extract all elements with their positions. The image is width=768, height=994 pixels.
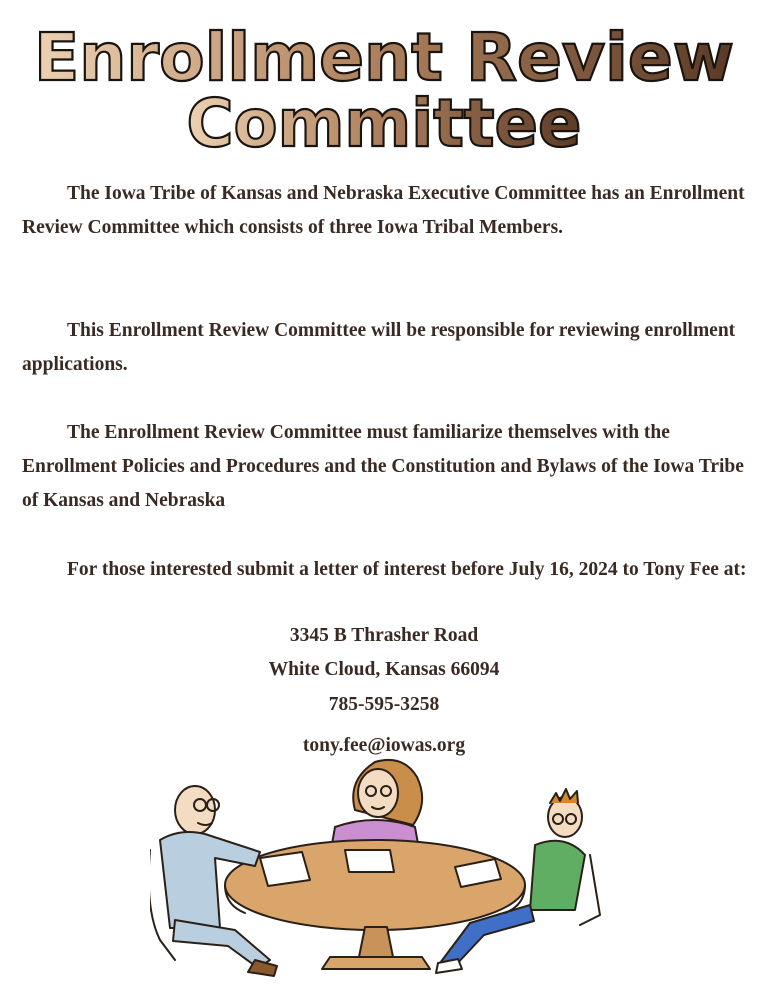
meeting-table-clipart-icon: [150, 755, 610, 980]
responsibility-paragraph: This Enrollment Review Committee will be responsible for reviewing enrollment applications.: [22, 320, 736, 375]
intro-paragraph: The Iowa Tribe of Kansas and Nebraska Executive Committee has an Enrollment Review Committee which consists of three Iowa Tribal Members.: [22, 183, 745, 238]
requirements-paragraph: The Enrollment Review Committee must familiarize themselves with the Enrollment Policies and Procedures and the Constitution and Bylaws of the Iowa Tribe of Kansas and Nebraska: [22, 422, 744, 511]
contact-email[interactable]: tony.fee@iowas.org: [302, 735, 466, 756]
contact-phone: 785-595-3258: [328, 694, 440, 715]
heading-line-1: Enrollment Review: [34, 19, 734, 96]
contact-street: 3345 B Thrasher Road: [289, 625, 479, 646]
heading-line-2: Committee: [186, 85, 582, 158]
heading-wordart: [0, 8, 768, 158]
contact-city-state-zip: White Cloud, Kansas 66094: [268, 659, 500, 680]
submission-paragraph: For those interested submit a letter of interest before July 16, 2024 to Tony Fee at:: [67, 559, 747, 580]
